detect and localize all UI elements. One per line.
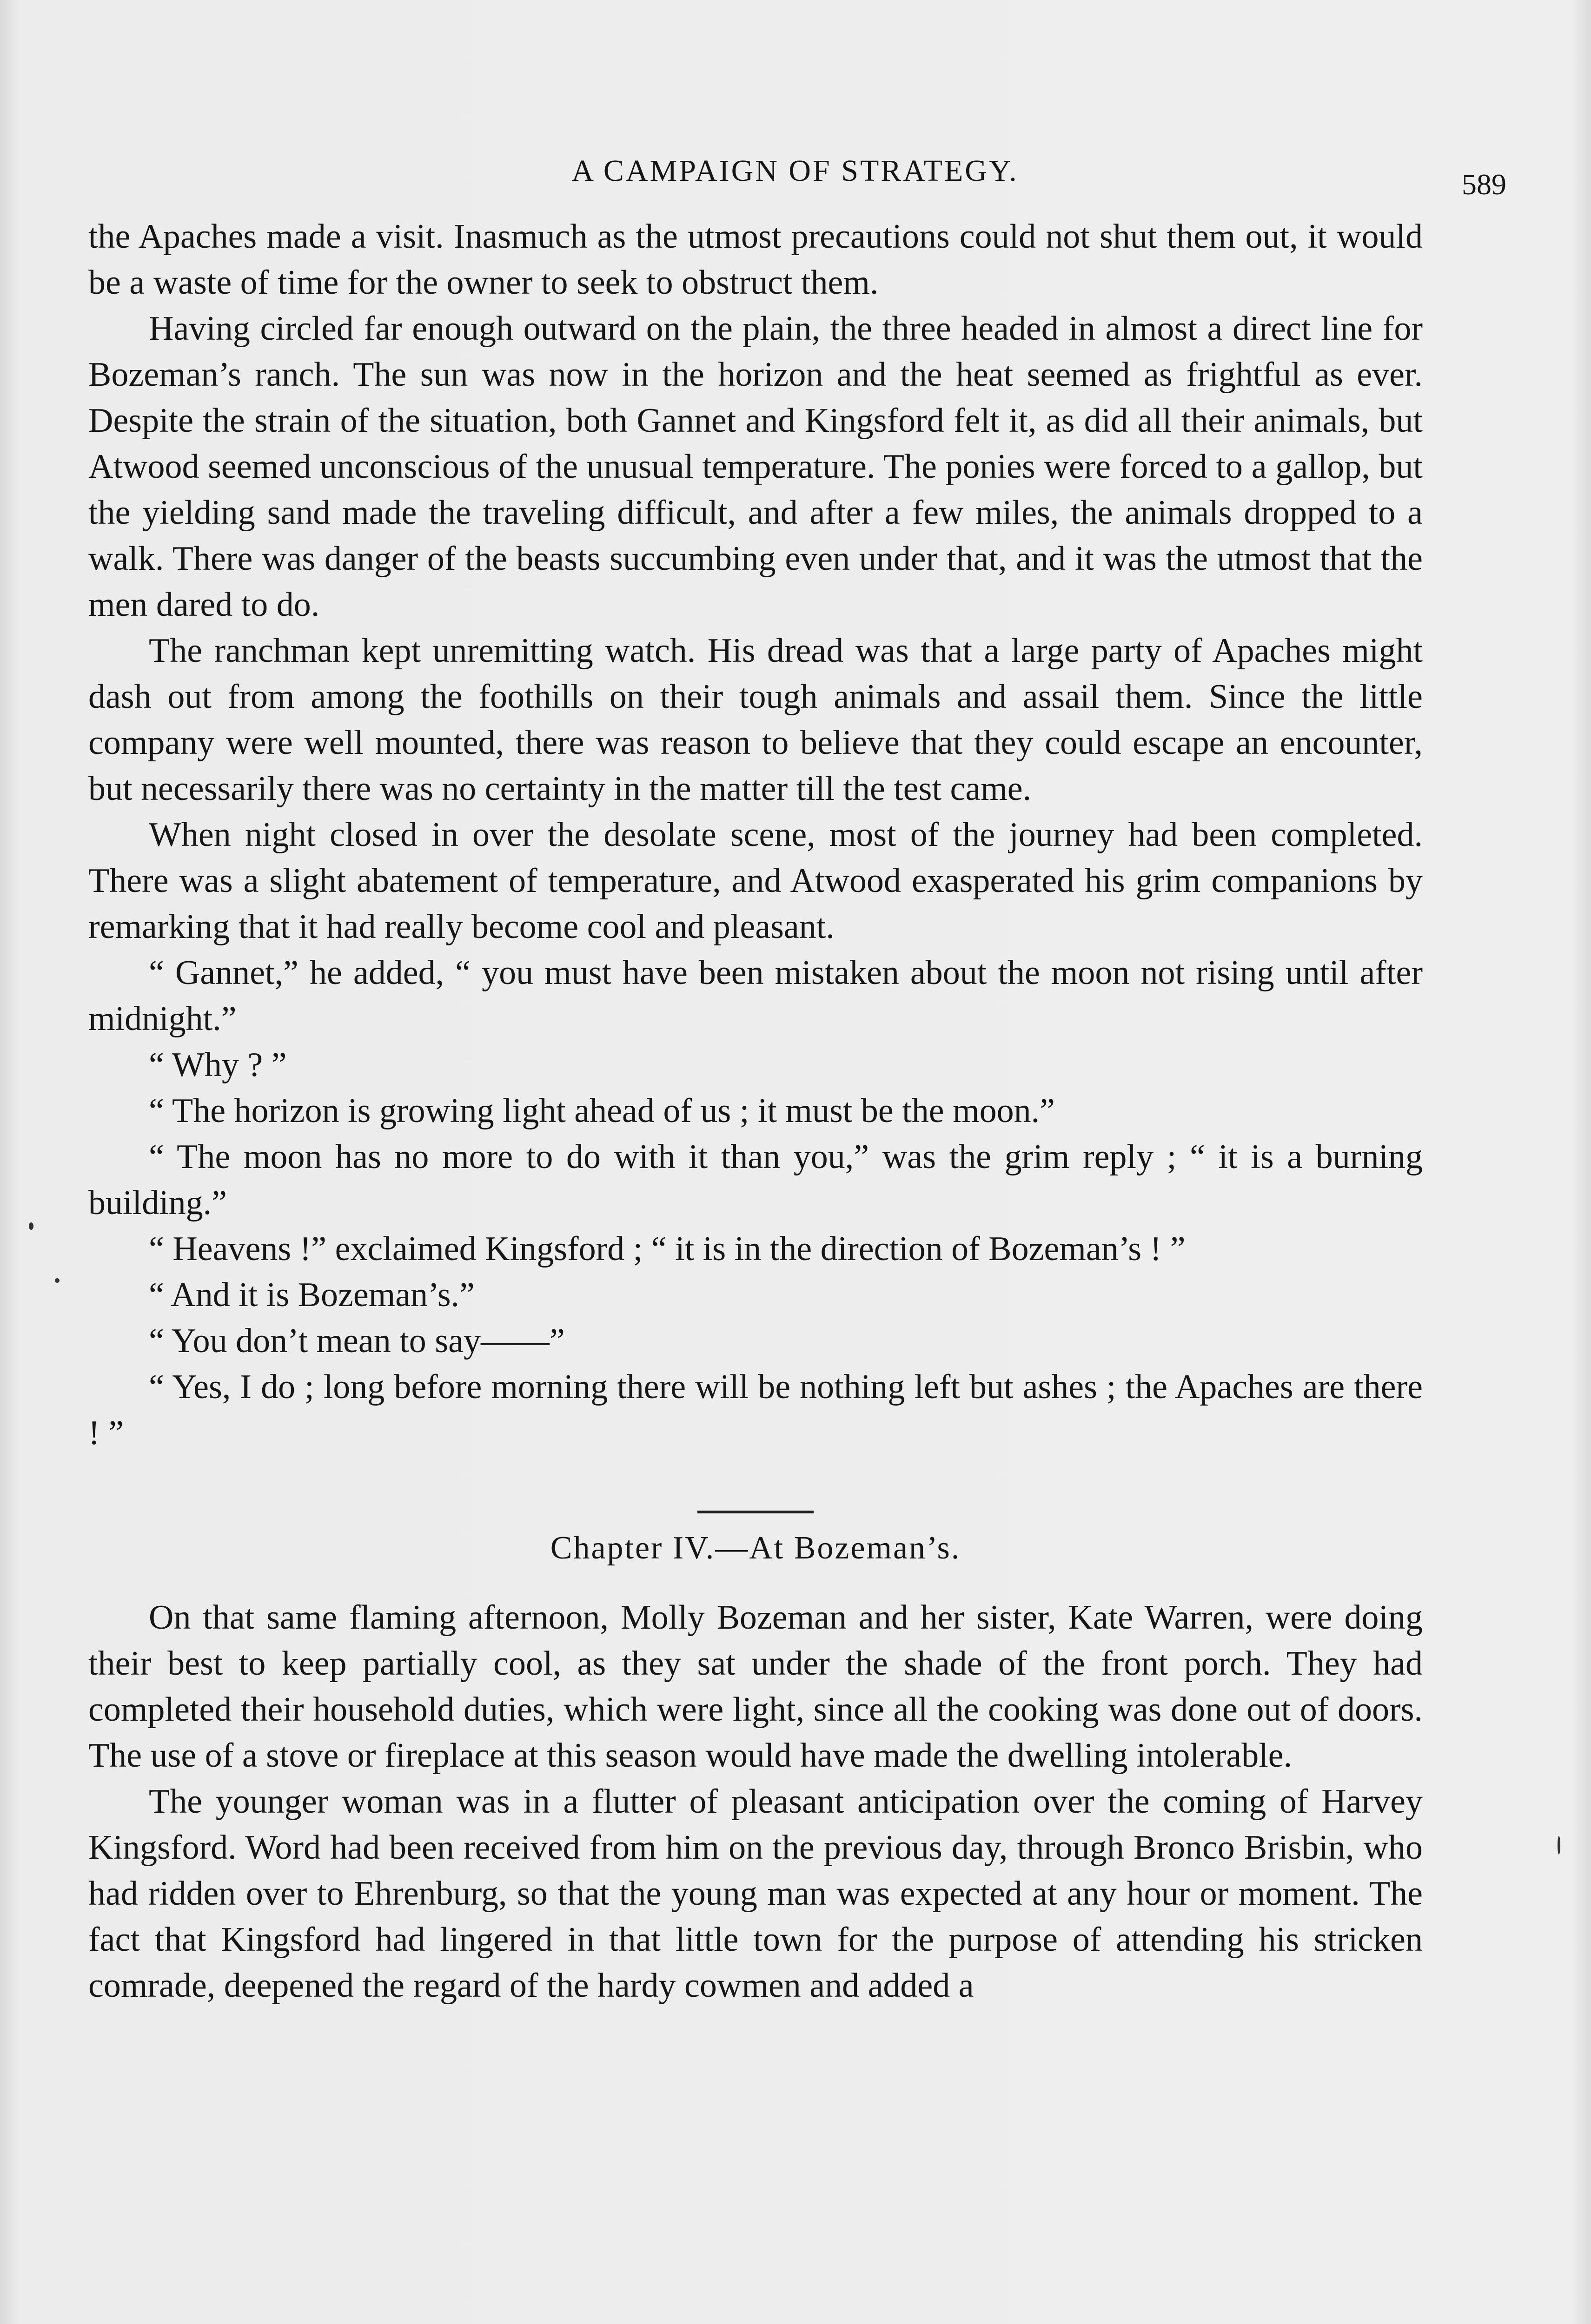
dialogue-line: “ You don’t mean to say——”: [149, 1322, 565, 1360]
dialogue-line: “ Why ? ”: [149, 1046, 287, 1084]
chapter-heading: Chapter IV.—At Bozeman’s.: [550, 1530, 961, 1566]
section-divider: [697, 1511, 814, 1513]
dialogue-line: “ Yes, I do ; long before morning there will be nothing left but ashes ; the Apaches are there ! ”: [88, 1368, 1423, 1452]
chapter-paragraph: The younger woman was in a flutter of pleasant anticipation over the coming of Harvey Kingsford. Word had been received from him on the previous day, through Bronco Brisbin, who had ridden over to Ehrenburg, so that the young man was expected at any hour or moment. The fact that Kingsford had lingered in that little town for the purpose of attending his stricken comrade, deepened the regard of the hardy cowmen and added a: [88, 1783, 1423, 2005]
dialogue-line: “ The horizon is growing light ahead of us ; it must be the moon.”: [149, 1092, 1055, 1130]
dialogue-line: “ And it is Bozeman’s.”: [149, 1276, 475, 1314]
chapter-paragraph: On that same flaming afternoon, Molly Bozeman and her sister, Kate Warren, were doing their best to keep partially cool, as they sat under the shade of the front porch. They had completed their household duties, which were light, since all the cooking was done out of doors. The use of a stove or fireplace at this season would have made the dwelling intolerable.: [88, 1598, 1423, 1775]
paragraph: The ranchman kept unremitting watch. His dread was that a large party of Apaches might dash out from among the foothills on their tough animals and assail them. Since the little company were well mounted, there was reason to believe that they could escape an encounter, but necessarily there was no certainty in the matter till the test came.: [88, 632, 1423, 808]
page-number: 589: [1462, 168, 1506, 201]
dialogue-line: “ Heavens !” exclaimed Kingsford ; “ it is in the direction of Bozeman’s ! ”: [149, 1230, 1186, 1268]
page-header: [84, 139, 1506, 205]
margin-speck: [29, 1222, 33, 1230]
paragraph: the Apaches made a visit. Inasmuch as the utmost precautions could not shut them out, it would be a waste of time for the owner to seek to obstruct them.: [88, 218, 1423, 302]
margin-speck: [1558, 1836, 1560, 1855]
section-divider-wrap: [88, 1507, 1423, 1516]
paragraph: When night closed in over the desolate scene, most of the journey had been completed. There was a slight abatement of temperature, and Atwood exasperated his grim companions by remarking that it had really become cool and pleasant.: [88, 816, 1423, 946]
dialogue-line: “ The moon has no more to do with it than you,” was the grim reply ; “ it is a burning building.”: [88, 1138, 1423, 1222]
running-head: A CAMPAIGN OF STRATEGY.: [571, 154, 1019, 188]
dialogue-line: “ Gannet,” he added, “ you must have been mistaken about the moon not rising until after midnight.”: [88, 954, 1423, 1038]
paragraph: Having circled far enough outward on the plain, the three headed in almost a direct line for Bozeman’s ranch. The sun was now in the horizon and the heat seemed as frightful as ever. Despite the strain of the situation, both Gannet and Kingsford felt it, as did all their animals, but Atwood seemed unconscious of the unusual temperature. The ponies were forced to a gallop, but the yielding sand made the traveling difficult, and after a few miles, the animals dropped to a walk. There was danger of the beasts succumbing even under that, and it was the utmost that the men dared to do.: [88, 310, 1423, 624]
margin-speck: [55, 1278, 60, 1283]
body-text: [88, 214, 1423, 2009]
